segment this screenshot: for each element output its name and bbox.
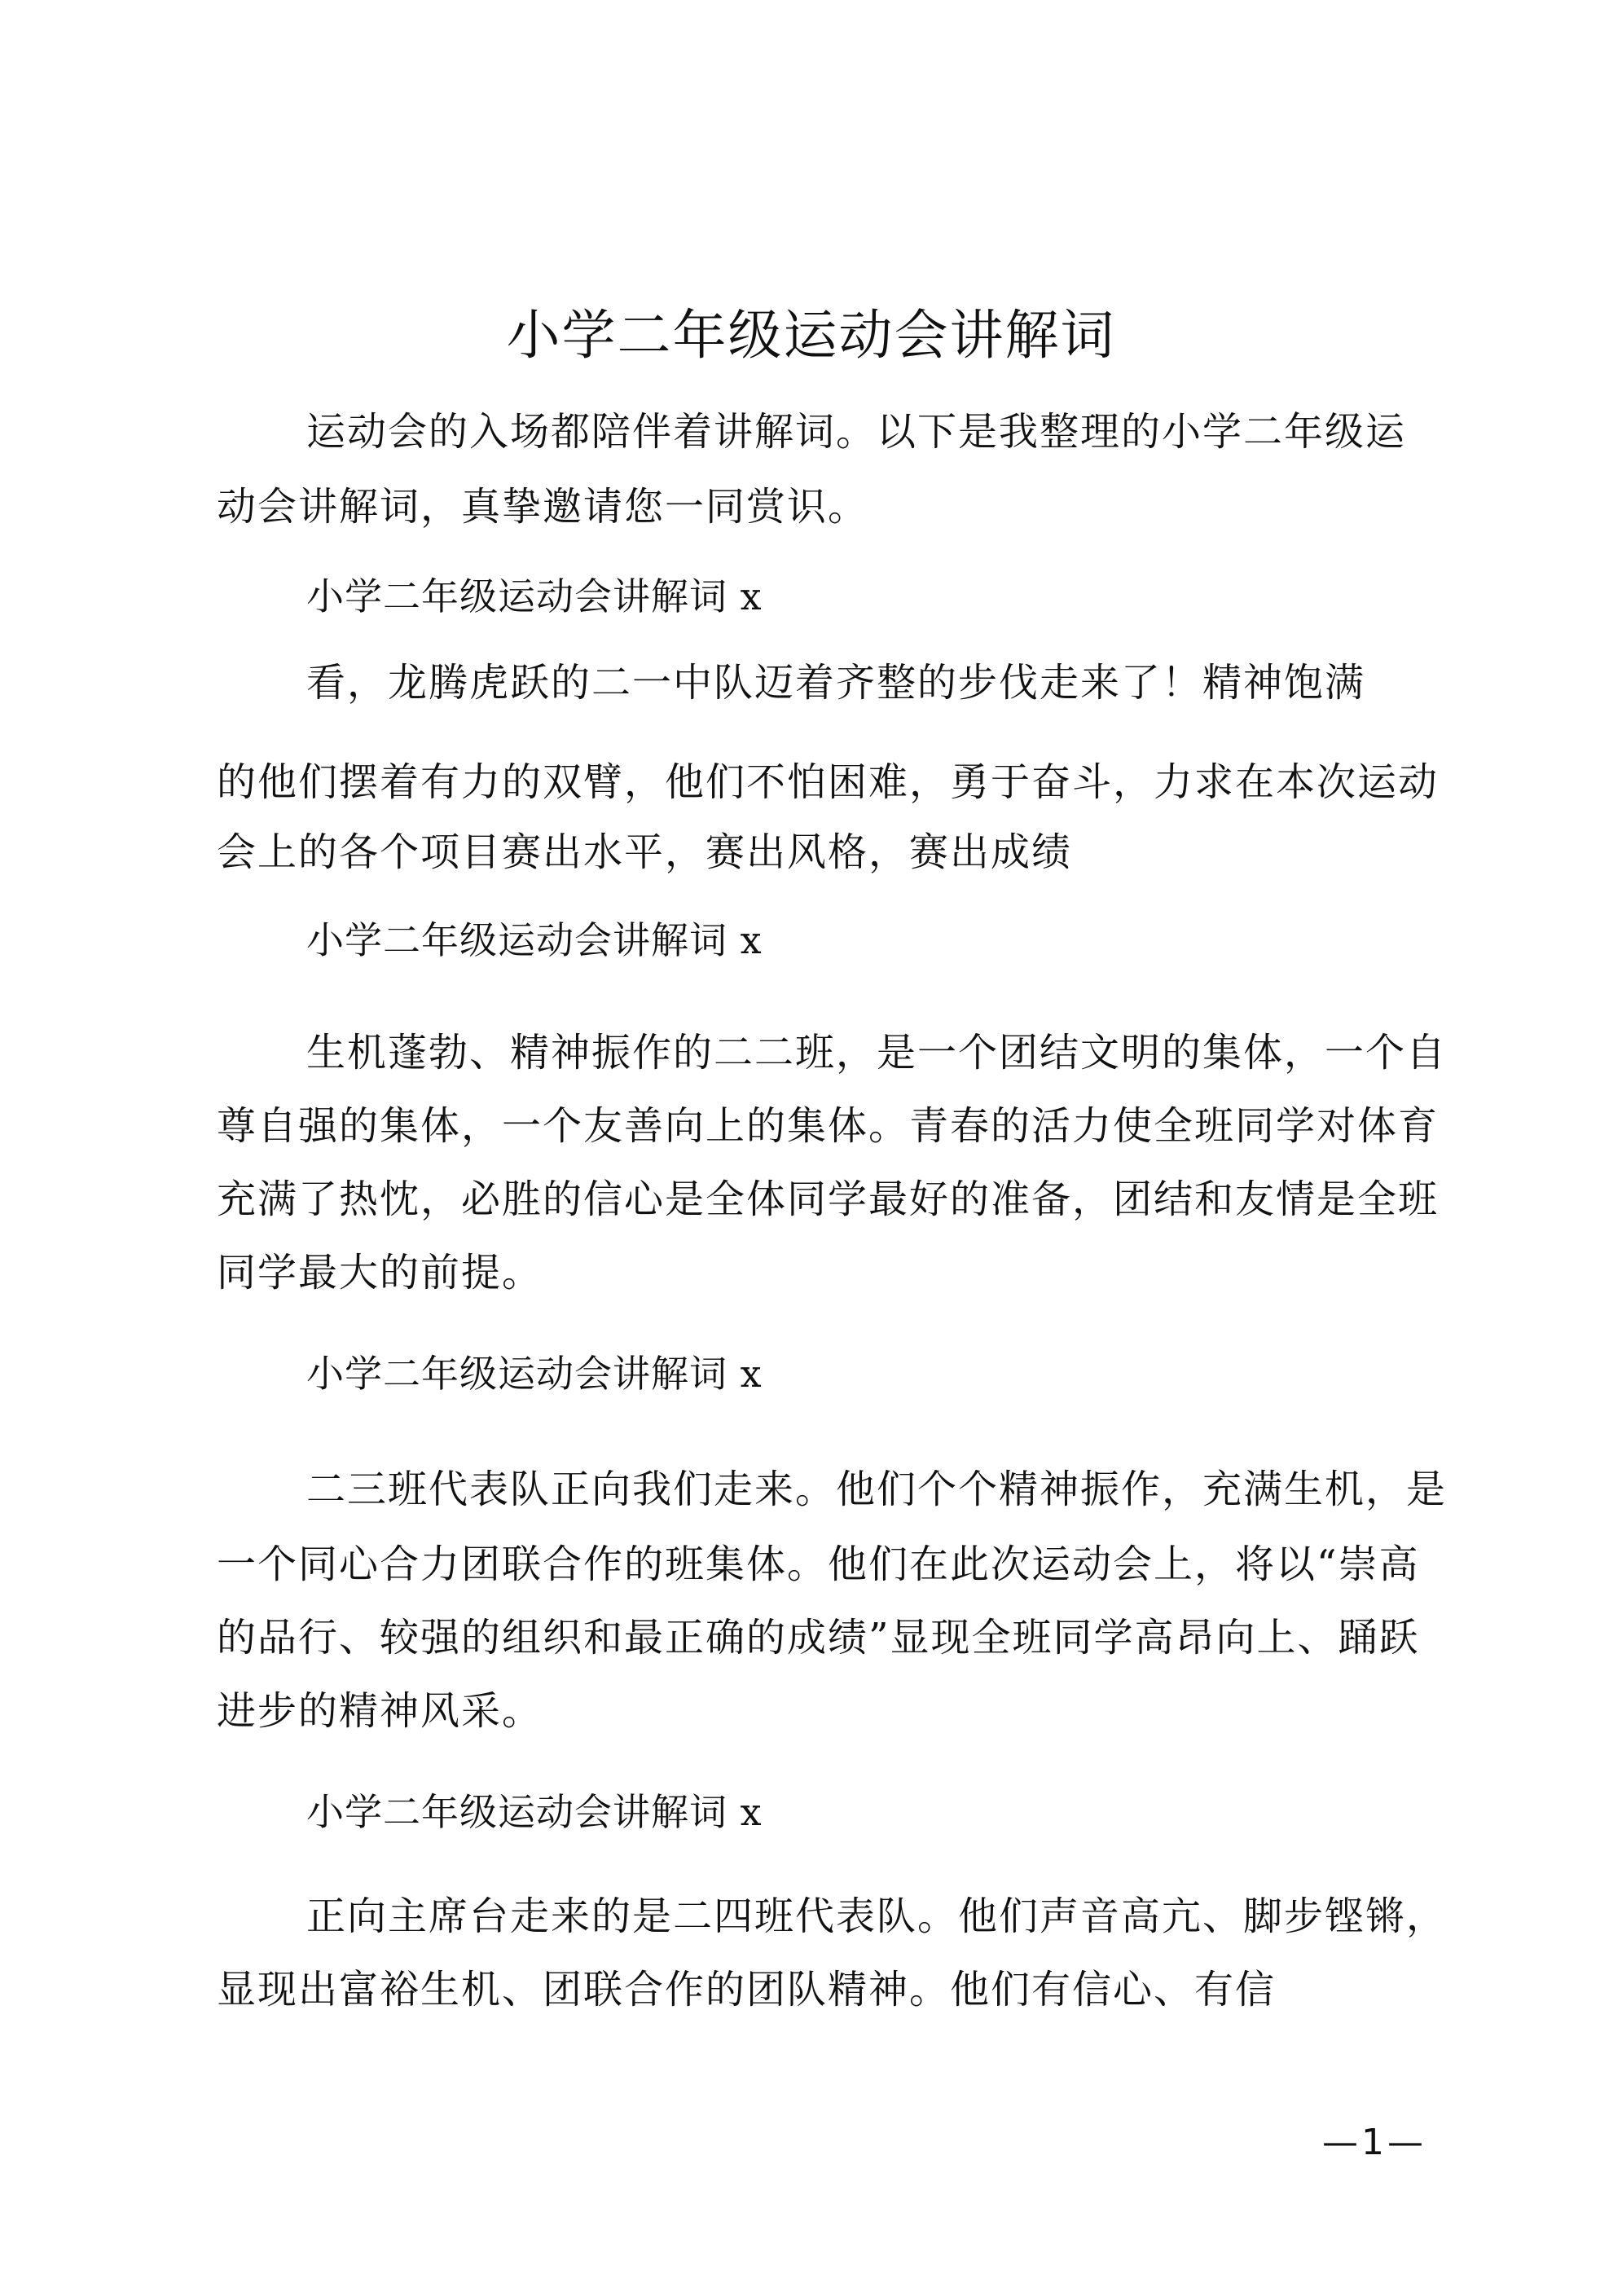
section-heading-1: 小学二年级运动会讲解词 x [306,574,763,618]
section-2-line-4: 同学最大的前提。 [217,1250,543,1295]
section-3-line-4: 进步的精神风采。 [217,1688,543,1734]
section-1-line-2: 的他们摆着有力的双臂，他们不怕困难，勇于奋斗，力求在本次运动 [217,759,1440,805]
page-number: —1— [1322,2122,1426,2163]
section-2-line-1: 生机蓬勃、精神振作的二二班，是一个团结文明的集体，一个自 [306,1030,1448,1075]
section-3-line-3: 的品行、较强的组织和最正确的成绩”显现全班同学高昂向上、踊跃 [217,1615,1420,1660]
section-3-line-1: 二三班代表队正向我们走来。他们个个精神振作，充满生机，是 [306,1467,1448,1512]
section-2-line-2: 尊自强的集体，一个友善向上的集体。青春的活力使全班同学对体育 [217,1103,1440,1149]
section-4-line-1: 正向主席台走来的是二四班代表队。他们声音高亢、脚步铿锵， [306,1894,1448,1939]
section-4-line-2: 显现出富裕生机、团联合作的团队精神。他们有信心、有信 [217,1967,1277,2012]
section-2-line-3: 充满了热忱，必胜的信心是全体同学最好的准备，团结和友情是全班 [217,1177,1440,1222]
section-3-line-2: 一个同心合力团联合作的班集体。他们在此次运动会上，将以“崇高 [217,1542,1420,1587]
intro-line-2: 动会讲解词，真挚邀请您一同赏识。 [217,484,869,530]
section-1-line-1: 看，龙腾虎跃的二一中队迈着齐整的步伐走来了！精神饱满 [306,660,1366,706]
section-1-line-3: 会上的各个项目赛出水平，赛出风格，赛出成绩 [217,829,1073,875]
document-title: 小学二年级运动会讲解词 [506,304,1116,367]
section-heading-4: 小学二年级运动会讲解词 x [306,1790,763,1834]
intro-line-1: 运动会的入场都陪伴着讲解词。以下是我整理的小学二年级运 [306,409,1407,455]
section-heading-2: 小学二年级运动会讲解词 x [306,918,763,962]
section-heading-3: 小学二年级运动会讲解词 x [306,1352,763,1396]
